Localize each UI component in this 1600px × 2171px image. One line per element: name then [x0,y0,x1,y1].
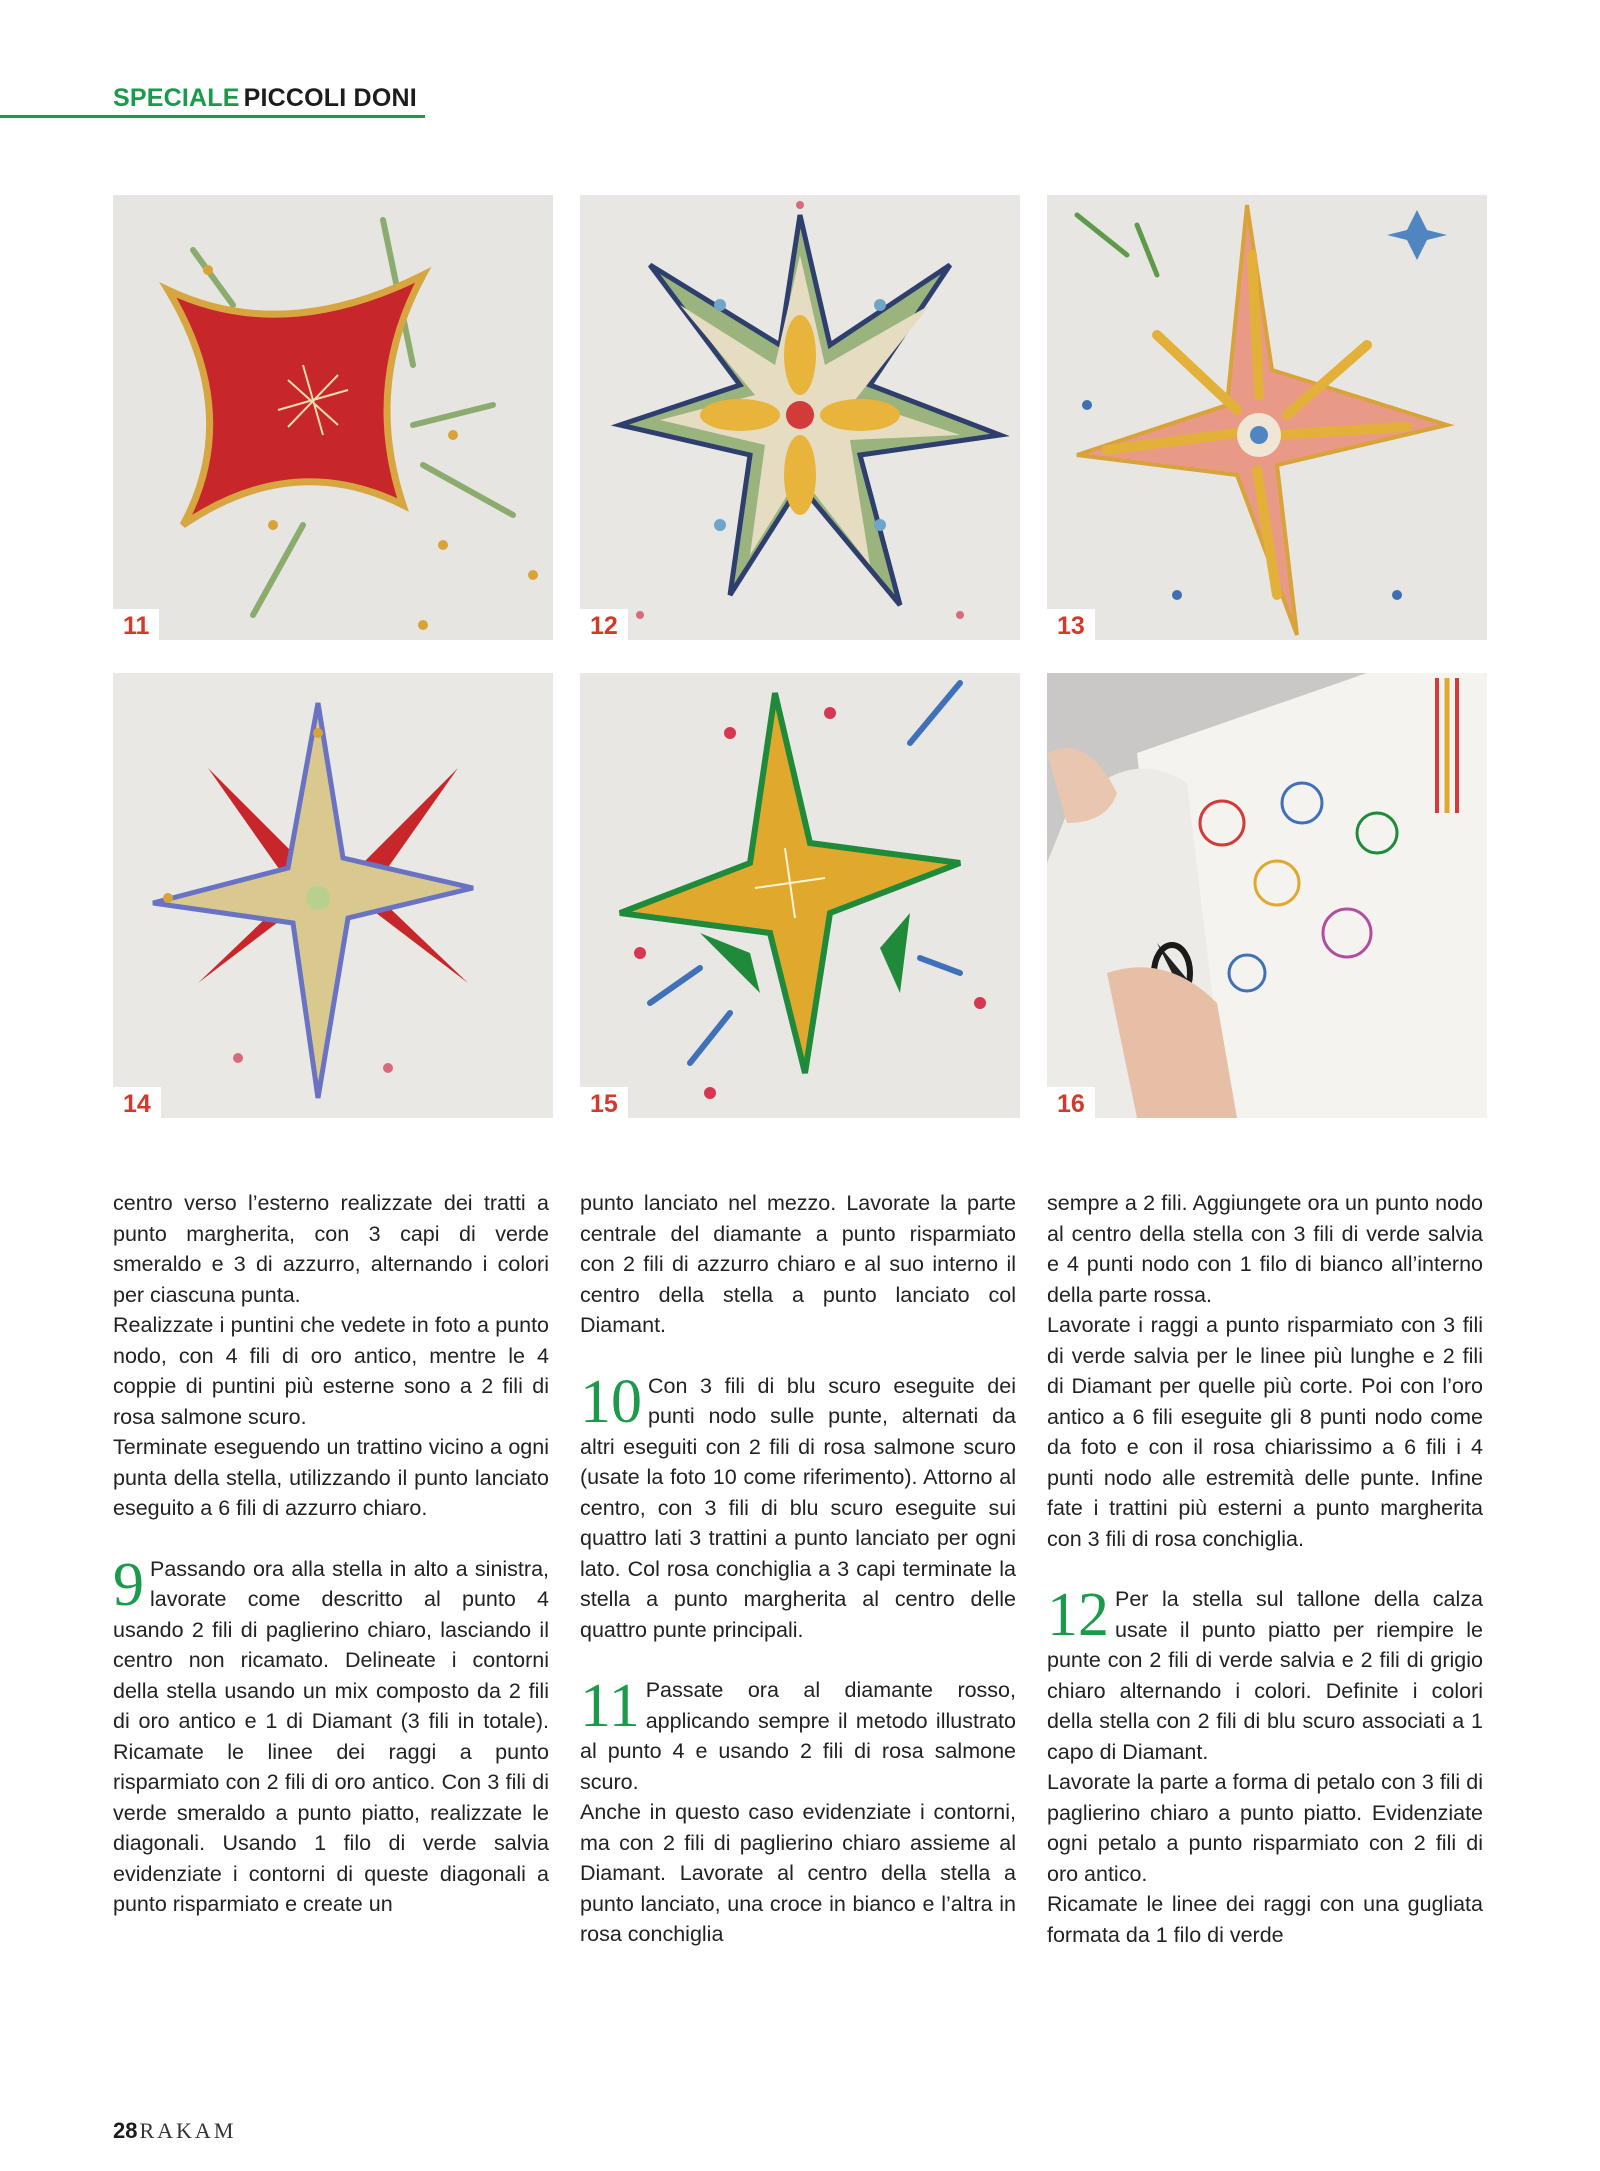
paragraph: punto lanciato nel mezzo. Lavorate la parte centrale del diamante a punto risparmiato con 2 fili di azzurro chiaro e al suo interno il centro della stella a punto lanciato col Diamant. [580,1191,1016,1337]
paragraph: Lavorate i raggi a punto risparmiato con 3 fili di verde salvia per le linee più lunghe e 2 fili di Diamant per quelle più corte. Poi con l’oro antico a 6 fili eseguite gli 8 punti nodo come da foto e con il rosa chiarissimo a 6 fili i 4 punti nodo alle estremità delle punte. Infine fate i trattini più esterni a punto margherita con 3 fili di rosa conchiglia. [1047,1313,1483,1551]
step-9 [113,1550,549,1920]
section-header [113,84,417,113]
step-number: 11 [580,1672,640,1740]
photo-number: 15 [580,1087,628,1118]
step-text: Passando ora alla stella in alto a sinistra, lavorate come descritto al punto 4 usando 2 fili di paglierino chiaro, lasciando il centro non ricamato. Delineate i contorni della stella usando un mix composto da 2 fili di oro antico e 1 di Diamant (3 fili in totale). Ricamate le linee dei raggi a punto risparmiato con 2 fili di oro antico. Con 3 fili di verde smeraldo a punto piatto, realizzate le diagonali. Usando 1 filo di verde salvia evidenziate i contorni di queste diagonali a punto risparmiato e create un [113,1556,549,1916]
photo-number: 12 [580,609,628,640]
section-topic: PICCOLI DONI [243,84,417,112]
photo-15 [580,673,1020,1118]
photo-12 [580,195,1020,640]
step-12 [1047,1581,1483,1767]
step-text: Per la stella sul tallone della calza usate il punto piatto per riempire le punte con 2 fili di verde salvia e 2 fili di grigio chiaro alternando i colori. Definite i colori della stella con 2 fili di blu scuro associati a 1 capo di Diamant. [1047,1587,1483,1764]
photo-11-embroidery [113,195,553,640]
page-footer [113,2118,236,2144]
header-rule [0,115,425,118]
step-number: 10 [580,1367,642,1436]
photo-number: 14 [113,1087,161,1118]
step-10 [580,1367,1016,1646]
paragraph: Lavorate la parte a forma di petalo con 3 fili di paglierino chiaro a punto piatto. Evidenziate ogni petalo a punto risparmiato con 2 fili di oro antico. [1047,1770,1483,1886]
paragraph: centro verso l’esterno realizzate dei tratti a punto margherita, con 3 capi di verde smeraldo e 3 di azzurro, alternando i colori per ciascuna punta. [113,1191,549,1307]
photo-number: 13 [1047,609,1095,640]
paragraph: Ricamate le linee dei raggi con una gugliata formata da 1 filo di verde [1047,1892,1483,1947]
text-column-3 [1047,1188,1483,1950]
text-column-2 [580,1188,1016,1950]
photo-number: 16 [1047,1087,1095,1118]
page-number: 28 [113,2118,138,2143]
step-11 [580,1672,1016,1797]
step-text: Passate ora al diamante rosso, applicando sempre il metodo illustrato al punto 4 e usando 2 fili di rosa salmone scuro. [580,1678,1016,1794]
magazine-name: RAKAM [139,2118,237,2143]
text-column-1 [113,1188,549,1920]
photo-14 [113,673,553,1118]
paragraph: Terminate eseguendo un trattino vicino a ogni punta della stella, utilizzando il punto lanciato eseguito a 6 fili di azzurro chiaro. [113,1435,549,1520]
photo-16 [1047,673,1487,1118]
photo-11 [113,195,553,640]
section-kicker: SPECIALE [113,84,240,112]
photo-number: 11 [113,609,159,640]
paragraph: Anche in questo caso evidenziate i contorni, ma con 2 fili di paglierino chiaro assieme al Diamant. Lavorate al centro della stella a punto lanciato, una croce in bianco e l’altra in rosa conchiglia [580,1800,1016,1946]
step-number: 9 [113,1550,144,1619]
step-text: Con 3 fili di blu scuro eseguite dei punti nodo sulle punte, alternati da altri eseguiti con 2 fili di rosa salmone scuro (usate la foto 10 come riferimento). Attorno al centro, con 3 fili di blu scuro eseguite sui quattro lati 3 trattini a punto lanciato per ogni lato. Col rosa conchiglia a 3 capi terminate la stella a punto margherita al centro delle quattro punte principali. [580,1373,1016,1642]
step-number: 12 [1047,1581,1109,1649]
photo-13 [1047,195,1487,640]
paragraph: Realizzate i puntini che vedete in foto a punto nodo, con 4 fili di oro antico, mentre le 4 coppie di puntini più esterne sono a 2 fili di rosa salmone scuro. [113,1313,549,1429]
paragraph: sempre a 2 fili. Aggiungete ora un punto nodo al centro della stella con 3 fili di verde salvia e 4 punti nodo con 1 filo di bianco all’interno della parte rossa. [1047,1191,1483,1307]
